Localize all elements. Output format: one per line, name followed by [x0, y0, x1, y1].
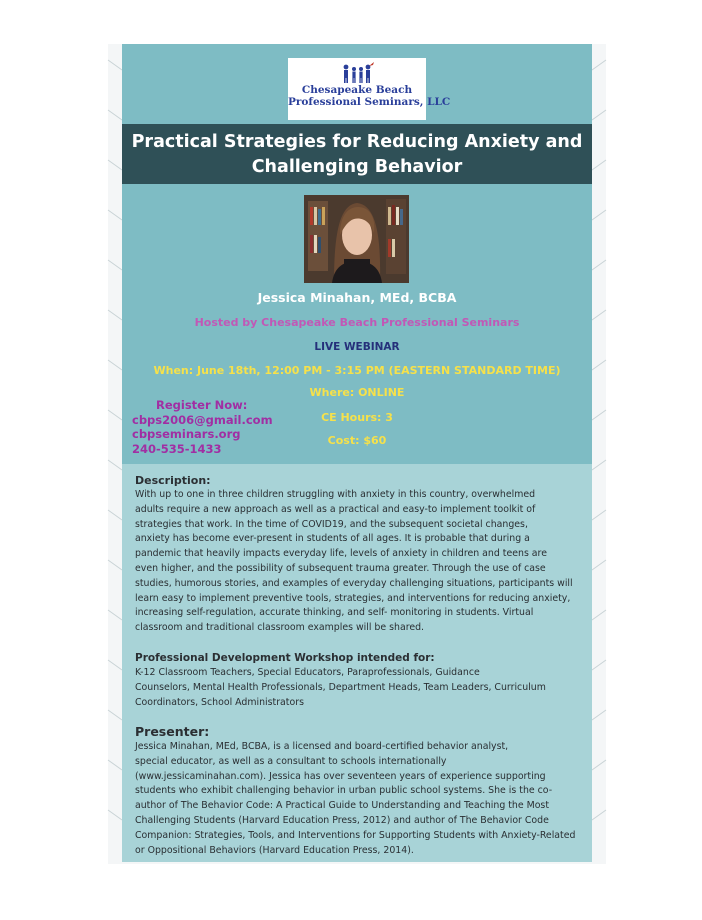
- description-line: pandemic that heavily impacts everyday life, levels of anxiety in children and teens are: [135, 548, 547, 560]
- presenter-line: (www.jessicaminahan.com). Jessica has over seventeen years of experience supporting: [135, 770, 546, 782]
- description-line: even higher, and the possibility of subsequent trauma greater. Through the use of case: [135, 562, 546, 574]
- host-line: Hosted by Chesapeake Beach Professional Seminars: [194, 316, 520, 329]
- description-text: [135, 488, 585, 636]
- description-line: increasing self-regulation, accurate thinking, and self- monitoring in students. Virtual: [135, 607, 534, 619]
- audience-line: K-12 Classroom Teachers, Special Educators, Paraprofessionals, Guidance: [135, 667, 480, 678]
- presenter-heading: Presenter:: [135, 724, 210, 739]
- logo-line-1: Chesapeake Beach: [301, 84, 413, 96]
- title-line-2: Challenging Behavior: [251, 157, 463, 177]
- audience-text: [135, 666, 585, 710]
- details-section: [122, 464, 592, 862]
- presenter-line: Jessica Minahan, MEd, BCBA, is a licensed and board-certified behavior analyst,: [135, 741, 509, 752]
- ce-hours: CE Hours: 3: [321, 411, 393, 424]
- event-location: Where: ONLINE: [309, 386, 405, 399]
- presenter-line: Challenging Students (Harvard Education Press, 2012) and author of The Behavior Code: [135, 814, 549, 826]
- title-banner: [122, 124, 592, 184]
- logo-line-2: Professional Seminars, LLC: [288, 96, 451, 108]
- family-figures-icon: [339, 62, 375, 84]
- register-block: [132, 398, 282, 456]
- presenter-photo: [304, 195, 409, 283]
- company-logo: [288, 58, 451, 120]
- audience-line: Coordinators, School Administrators: [135, 696, 304, 708]
- description-line: anxiety has become ever-present in students of all ages. It is probable that during a: [135, 533, 530, 545]
- presenter-text: [135, 740, 585, 858]
- presenter-line: students who exhibit challenging behavior in urban public school systems. She is the co-: [135, 785, 553, 797]
- description-line: With up to one in three children struggling with anxiety in this country, overwhelmed: [135, 489, 536, 500]
- event-time: When: June 18th, 12:00 PM - 3:15 PM (EASTERN STANDARD TIME): [153, 364, 561, 377]
- register-website[interactable]: cbpseminars.org: [132, 427, 241, 441]
- format-label: LIVE WEBINAR: [314, 341, 400, 353]
- register-heading: Register Now:: [156, 398, 248, 412]
- description-line: studies, humorous stories, and examples of everyday challenging situations, participants will: [135, 577, 573, 589]
- audience-line: Counselors, Mental Health Professionals, Department Heads, Team Leaders, Curriculum: [135, 681, 546, 693]
- description-line: learn easy to implement preventive tools, strategies, and interventions for reducing anxiety,: [135, 592, 571, 604]
- presenter-line: special educator, as well as a consultant to schools internationally: [135, 755, 447, 767]
- event-cost: Cost: $60: [327, 434, 387, 447]
- description-line: classroom and traditional classroom examples will be shared.: [135, 622, 425, 634]
- audience-heading: Professional Development Workshop intended for:: [135, 652, 435, 664]
- title-line-1: Practical Strategies for Reducing Anxiety and: [131, 132, 583, 152]
- description-line: adults require a new approach as well as a practical and easy-to implement toolkit of: [135, 503, 536, 515]
- speaker-name: Jessica Minahan, MEd, BCBA: [257, 290, 457, 305]
- flyer-card: [122, 44, 592, 862]
- presenter-line: author of The Behavior Code: A Practical Guide to Understanding and Teaching the Most: [135, 800, 549, 812]
- description-heading: Description:: [135, 474, 211, 487]
- register-phone[interactable]: 240-535-1433: [132, 441, 222, 456]
- presenter-line: or Oppositional Behaviors (Harvard Education Press, 2014).: [135, 844, 414, 856]
- description-line: strategies that work. In the time of COVID19, and the subsequent societal changes,: [135, 518, 528, 530]
- presenter-line: Companion: Strategies, Tools, and Interventions for Supporting Students with Anxiety-Related: [135, 829, 576, 841]
- register-email[interactable]: cbps2006@gmail.com: [132, 412, 273, 427]
